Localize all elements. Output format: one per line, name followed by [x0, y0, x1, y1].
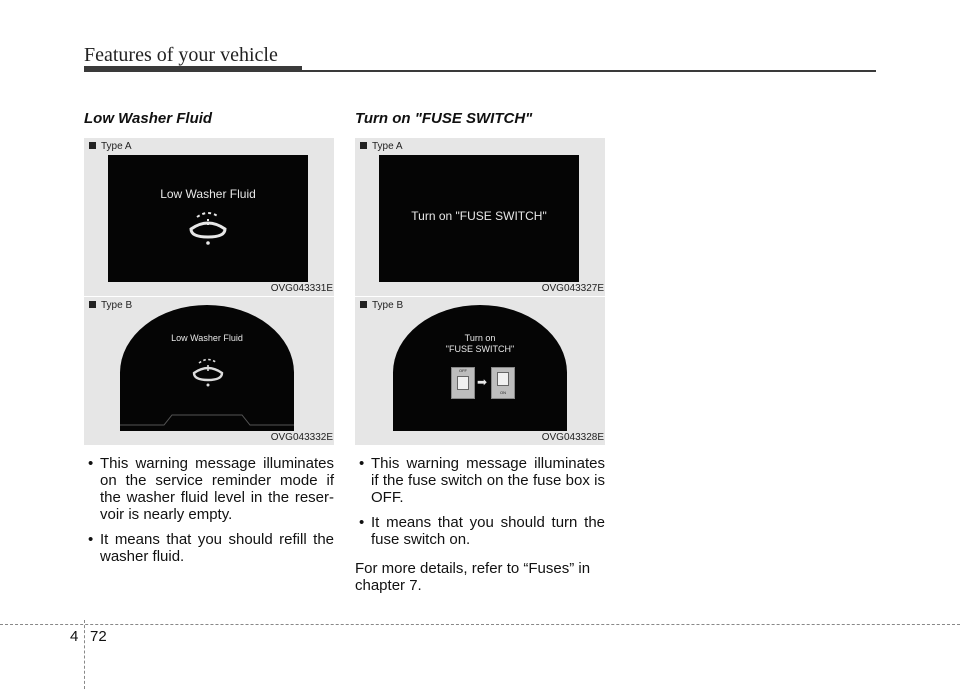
figure-code-type-b: OVG043332E	[270, 432, 333, 443]
figure-type-b-washer	[84, 297, 334, 445]
reference-note: For more details, refer to “Fuses” in chapter 7.	[355, 560, 591, 594]
figure-code-type-b: OVG043328E	[541, 432, 604, 443]
header-rule-thick	[84, 66, 302, 72]
page-header-title: Features of your vehicle	[84, 44, 278, 66]
type-b-label: Type B	[89, 300, 132, 311]
fuse-switch-off-illustration: OFF	[451, 367, 475, 399]
washer-fluid-icon	[183, 207, 233, 247]
chapter-number: 4	[70, 628, 79, 645]
section-title-fuse-switch: Turn on "FUSE SWITCH"	[355, 110, 533, 127]
type-a-label: Type A	[360, 141, 403, 152]
section-title-low-washer-fluid: Low Washer Fluid	[84, 110, 213, 127]
arrow-right-icon: ➡	[477, 375, 488, 389]
footer-rule	[0, 624, 960, 625]
washer-fluid-icon	[188, 355, 228, 389]
screen-message: Turn on "FUSE SWITCH"	[411, 209, 547, 223]
type-b-label: Type B	[360, 300, 403, 311]
type-a-label: Type A	[89, 141, 132, 152]
figure-code-type-a: OVG043327E	[541, 283, 604, 294]
page-number: 72	[90, 628, 107, 645]
header-rule	[302, 70, 876, 72]
screen-message: Low Washer Fluid	[160, 187, 256, 201]
list-item: • This warning message illuminates if the fuse switch on the fuse box is OFF.	[355, 455, 605, 506]
figure-type-b-fuse	[355, 297, 605, 445]
screen-message-line2: "FUSE SWITCH"	[445, 344, 515, 354]
footer-divider	[84, 620, 85, 689]
list-item: • It means that you should turn the fuse switch on.	[355, 514, 605, 548]
bullet-list-fuse	[355, 455, 605, 556]
lcd-screen-type-a	[108, 155, 308, 282]
round-cluster-display-fuse	[393, 305, 567, 431]
list-item: • It means that you should refill the washer fluid.	[84, 531, 334, 565]
fuse-switch-on-illustration: ON	[491, 367, 515, 399]
list-item: • This warning message illuminates on the service reminder mode if the washer fluid level in the reser-voir is nearly empty.	[84, 455, 334, 523]
figure-type-a-washer	[84, 138, 334, 296]
cluster-ridge	[120, 405, 294, 431]
figure-type-a-fuse	[355, 138, 605, 296]
round-cluster-display-washer	[120, 305, 294, 431]
screen-message: Low Washer Fluid	[171, 333, 243, 343]
bullet-list-washer	[84, 455, 334, 573]
lcd-screen-type-a	[379, 155, 579, 282]
figure-code-type-a: OVG043331E	[270, 283, 333, 294]
screen-message-line1: Turn on	[464, 333, 496, 343]
